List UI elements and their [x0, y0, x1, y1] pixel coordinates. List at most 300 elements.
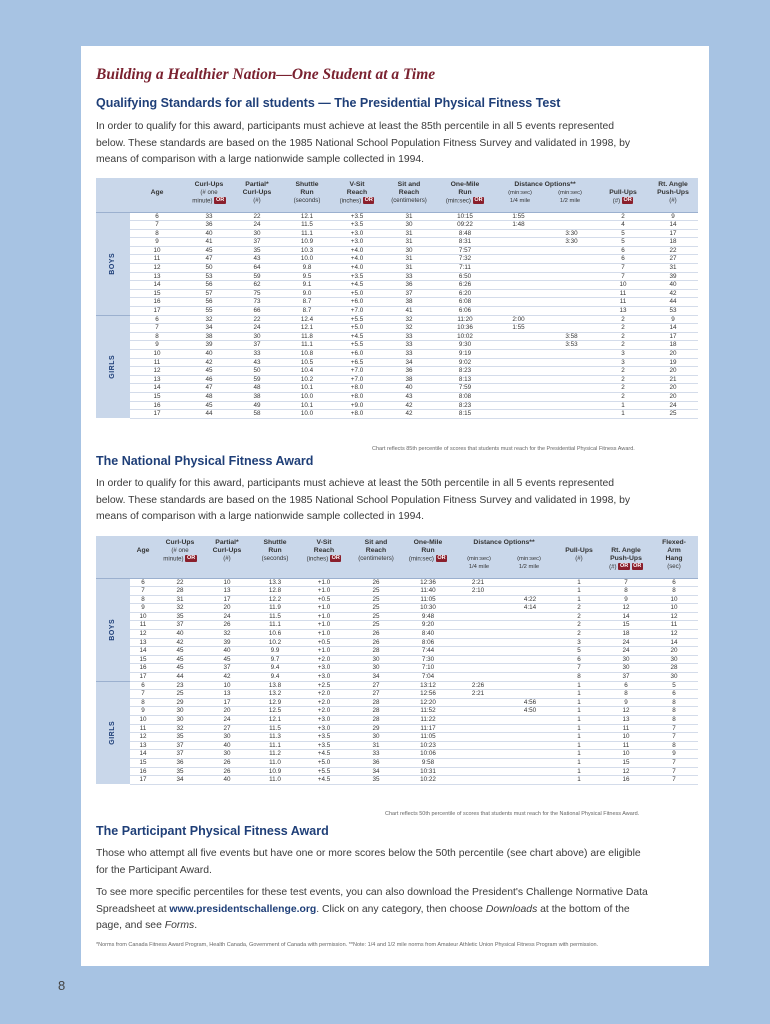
table-cell: 24 [234, 221, 280, 230]
table-cell: +5.5 [334, 315, 380, 324]
table-cell: 16 [602, 776, 650, 785]
table-cell: 40 [184, 350, 234, 359]
table-cell: 62 [234, 281, 280, 290]
table-cell: 12:36 [404, 578, 452, 587]
table-cell: 2 [556, 604, 602, 613]
table-cell: 9 [130, 604, 156, 613]
table-cell: 38 [184, 332, 234, 341]
table-cell: 16 [130, 664, 156, 673]
table-cell: 38 [380, 298, 438, 307]
table-cell: 11 [130, 621, 156, 630]
table-cell: 7 [130, 324, 184, 333]
table-row [96, 612, 698, 621]
page-footnote: *Norms from Canada Fitness Award Program, Health Canada, Government of Canada with permission. **Note: 1/4 and 1/2 mile norms from Amateur Athletic Union Physical Fitness Program with permission. [96, 942, 599, 948]
table-cell: 12 [130, 367, 184, 376]
table-cell: 30 [234, 229, 280, 238]
table-cell: 8 [556, 673, 602, 682]
body-line: Those who attempt all five events but have one or more scores below the 50th percentile (see chart above) are eligible [96, 848, 641, 859]
table-cell [504, 767, 556, 776]
table-row [96, 341, 698, 350]
table-cell: 34 [348, 673, 404, 682]
table-cell: 17 [130, 673, 156, 682]
table-cell: 1 [556, 690, 602, 699]
table-cell: 10:23 [404, 741, 452, 750]
table-cell: 6:20 [438, 289, 492, 298]
table-cell: 33 [380, 350, 438, 359]
table-cell: 35 [348, 776, 404, 785]
table-cell [545, 324, 598, 333]
table-cell: 3:53 [545, 341, 598, 350]
table-cell [452, 767, 504, 776]
table-cell: 10:36 [438, 324, 492, 333]
table-cell: 10 [130, 350, 184, 359]
table-cell: 31 [380, 212, 438, 221]
table-cell: +4.5 [334, 332, 380, 341]
table-cell: 9.9 [250, 647, 300, 656]
table-row [96, 246, 698, 255]
table-cell: 11 [598, 289, 648, 298]
table-cell: +1.0 [300, 612, 348, 621]
table-cell: 2 [598, 367, 648, 376]
table-cell: 45 [156, 655, 204, 664]
table-cell: 10 [204, 578, 250, 587]
table-cell: 9:02 [438, 358, 492, 367]
table-cell: 6 [650, 578, 698, 587]
table-cell: 34 [184, 324, 234, 333]
table-cell: 25 [648, 410, 698, 419]
table-cell: 40 [204, 741, 250, 750]
table-cell: 24 [602, 638, 650, 647]
table-cell: 7 [130, 587, 156, 596]
table-cell: 58 [234, 410, 280, 419]
table-cell: 6:08 [438, 298, 492, 307]
table-row [96, 638, 698, 647]
intro-line: In order to qualify for this award, participants must achieve at least the 50th percentile in all 5 events represented [96, 478, 615, 489]
table-cell: 32 [184, 315, 234, 324]
table-cell: 11.1 [280, 229, 334, 238]
table-cell: 10 [130, 246, 184, 255]
table-cell: 37 [234, 341, 280, 350]
table-cell: 21 [648, 375, 698, 384]
table-row [96, 655, 698, 664]
table-cell: 1 [598, 401, 648, 410]
table-cell: 45 [184, 401, 234, 410]
table-cell: 11:52 [404, 707, 452, 716]
group-label-cell [96, 578, 130, 681]
group-label-cell [96, 212, 130, 315]
table-cell: +8.0 [334, 410, 380, 419]
table-row [96, 673, 698, 682]
table-cell: 8:06 [404, 638, 452, 647]
table-cell [452, 716, 504, 725]
table-cell: 42 [184, 358, 234, 367]
table-cell [504, 690, 556, 699]
table-cell: 1 [556, 587, 602, 596]
table-cell [492, 384, 545, 393]
section2-heading: The National Physical Fitness Award [96, 454, 314, 468]
table-cell: 1 [556, 741, 602, 750]
table-cell [492, 307, 545, 316]
table-cell: 43 [234, 358, 280, 367]
table-cell [545, 367, 598, 376]
table-row [96, 289, 698, 298]
table-cell: 3 [598, 358, 648, 367]
table-cell: 10.8 [280, 350, 334, 359]
intro-line: means of comparison with a large nationwide sample collected in 1994. [96, 511, 425, 522]
table-cell: 12:20 [404, 698, 452, 707]
table-cell: 12.9 [250, 698, 300, 707]
table-cell [545, 246, 598, 255]
table-row [96, 358, 698, 367]
table-cell [452, 758, 504, 767]
table-cell: 5 [598, 238, 648, 247]
table-cell: 4:22 [504, 595, 556, 604]
table-cell: 66 [234, 307, 280, 316]
table-cell: 34 [380, 358, 438, 367]
table-cell: 37 [204, 664, 250, 673]
table-cell: 38 [234, 392, 280, 401]
table-cell: 10.9 [250, 767, 300, 776]
table-cell: 56 [184, 281, 234, 290]
table-cell: +6.0 [334, 350, 380, 359]
table-cell: +1.0 [300, 621, 348, 630]
table-cell: 12:56 [404, 690, 452, 699]
table-cell: 9:48 [404, 612, 452, 621]
table-cell: 10 [602, 750, 650, 759]
table-cell: 46 [184, 375, 234, 384]
table-cell: 41 [184, 238, 234, 247]
table-cell: 73 [234, 298, 280, 307]
table-cell: 15 [602, 621, 650, 630]
table-cell [452, 604, 504, 613]
table-cell [504, 612, 556, 621]
table-cell: +1.0 [300, 647, 348, 656]
table-cell: 13 [130, 272, 184, 281]
table-cell [492, 392, 545, 401]
group-label-cell [96, 681, 130, 784]
table-cell: 50 [184, 264, 234, 273]
table-cell: 18 [648, 341, 698, 350]
table-cell: 28 [348, 707, 404, 716]
table-cell: 7:59 [438, 384, 492, 393]
table-cell: 8 [130, 698, 156, 707]
table-cell: 8:31 [438, 238, 492, 247]
table-cell: +4.0 [334, 264, 380, 273]
table-cell: 31 [380, 229, 438, 238]
table-row [96, 647, 698, 656]
table-cell: 17 [130, 776, 156, 785]
table-cell: 9.0 [280, 289, 334, 298]
col-one-mile-run: One-Mile Run (min:sec) OR [404, 536, 452, 578]
table-cell: 6 [130, 578, 156, 587]
table-cell: 32 [380, 324, 438, 333]
table-cell: 14 [130, 750, 156, 759]
table-cell: 24 [204, 612, 250, 621]
section3-body [96, 846, 696, 935]
table-cell: 37 [156, 750, 204, 759]
table-cell: 7 [598, 272, 648, 281]
table-cell: 7:57 [438, 246, 492, 255]
table-cell: 56 [184, 298, 234, 307]
table-cell [452, 630, 504, 639]
table-cell: 53 [184, 272, 234, 281]
table-cell: 26 [348, 630, 404, 639]
table-cell: 11 [130, 255, 184, 264]
table-cell: 30 [204, 750, 250, 759]
col-distance-options: Distance Options** (min:sec) 1/4 mile(min:sec) 1/2 mile [452, 536, 556, 578]
table-cell: 8 [650, 716, 698, 725]
table-cell: 53 [648, 307, 698, 316]
table-row [96, 767, 698, 776]
table-cell [504, 776, 556, 785]
table-row [96, 716, 698, 725]
table-cell: 1 [556, 758, 602, 767]
table-cell: 12.1 [280, 324, 334, 333]
table-row [96, 724, 698, 733]
table-cell: 09:22 [438, 221, 492, 230]
table-cell: 7:44 [404, 647, 452, 656]
table-cell: 42 [648, 289, 698, 298]
table-cell: 43 [380, 392, 438, 401]
table-cell: 14 [130, 281, 184, 290]
table-cell: 10 [650, 604, 698, 613]
table-cell: 20 [204, 707, 250, 716]
table-cell: 20 [648, 350, 698, 359]
table-cell: 30 [156, 707, 204, 716]
table-row [96, 750, 698, 759]
table-cell: 3 [598, 350, 648, 359]
table-cell: 17 [648, 229, 698, 238]
table-cell [452, 638, 504, 647]
table-cell: 7 [602, 578, 650, 587]
table-cell: 8:48 [438, 229, 492, 238]
table-cell: 10.4 [280, 367, 334, 376]
table-cell: 11.8 [280, 332, 334, 341]
or-badge: OR [215, 197, 225, 203]
table-cell: 14 [130, 647, 156, 656]
table-cell: 20 [204, 604, 250, 613]
table-cell: 2:10 [452, 587, 504, 596]
table-cell: 14 [648, 221, 698, 230]
table-cell: 57 [184, 289, 234, 298]
table-cell: 10.1 [280, 384, 334, 393]
table-cell [492, 410, 545, 419]
table-cell: 11.1 [250, 621, 300, 630]
table-row [96, 698, 698, 707]
table-cell: 9:30 [438, 341, 492, 350]
table-cell: 10.3 [280, 246, 334, 255]
or-badge: OR [619, 563, 629, 569]
table-row [96, 690, 698, 699]
col-curlups: Curl-Ups (# one minute) OR [156, 536, 204, 578]
table-cell: 4:14 [504, 604, 556, 613]
presidential-standards-table [96, 178, 698, 419]
table-cell [545, 350, 598, 359]
table-cell [545, 307, 598, 316]
table-cell: 32 [204, 630, 250, 639]
table-cell [504, 750, 556, 759]
table-cell: 75 [234, 289, 280, 298]
table-cell: 7 [650, 733, 698, 742]
table-cell: 26 [204, 758, 250, 767]
table-cell: 14 [602, 612, 650, 621]
table-row [96, 392, 698, 401]
table-cell [504, 758, 556, 767]
table-cell: 9:58 [404, 758, 452, 767]
table-cell: 11:22 [404, 716, 452, 725]
table-cell: 1 [556, 707, 602, 716]
table-cell: +3.5 [334, 272, 380, 281]
group-label: GIRLS [109, 720, 117, 745]
col-one-mile-run: One-Mile Run (min:sec) OR [438, 178, 492, 212]
table-cell [452, 595, 504, 604]
website-link[interactable]: www.presidentschallenge.org [169, 903, 317, 915]
table-cell: 6 [130, 212, 184, 221]
table-cell: 16 [130, 401, 184, 410]
group-label: BOYS [109, 618, 117, 641]
table-cell: 15 [130, 289, 184, 298]
table-cell: +2.0 [300, 698, 348, 707]
table-cell: 11.5 [250, 724, 300, 733]
group-label: BOYS [109, 252, 117, 275]
table-row [96, 758, 698, 767]
table-cell: 43 [234, 255, 280, 264]
table-cell: 12 [602, 707, 650, 716]
table-cell: +2.0 [300, 655, 348, 664]
table-cell: 26 [204, 621, 250, 630]
table-cell: 25 [348, 587, 404, 596]
table-cell: 32 [380, 315, 438, 324]
table-cell: +4.5 [300, 750, 348, 759]
table-cell: 28 [348, 698, 404, 707]
table-cell: 9 [130, 707, 156, 716]
or-badge: OR [623, 197, 632, 203]
table-cell: 8 [650, 707, 698, 716]
table-cell [545, 298, 598, 307]
table-cell: 6:50 [438, 272, 492, 281]
national-standards-table [96, 536, 698, 785]
table-cell [545, 315, 598, 324]
table-cell: 27 [648, 255, 698, 264]
table-cell: +5.5 [334, 341, 380, 350]
table-cell: 12 [650, 612, 698, 621]
table-cell: 13:12 [404, 681, 452, 690]
table-cell: 12 [602, 767, 650, 776]
table-cell: 6:06 [438, 307, 492, 316]
table-cell: 11 [130, 724, 156, 733]
table-cell [545, 375, 598, 384]
table-cell: 2:00 [492, 315, 545, 324]
table-cell: 13 [598, 307, 648, 316]
table-cell: 29 [156, 698, 204, 707]
table-row [96, 229, 698, 238]
table-cell: 20 [648, 392, 698, 401]
table-cell: 8 [602, 587, 650, 596]
table-row [96, 681, 698, 690]
table-cell: 2 [556, 612, 602, 621]
table-cell: 36 [380, 367, 438, 376]
table-cell: 15 [130, 392, 184, 401]
table-cell: +4.5 [300, 776, 348, 785]
table-cell: 3:30 [545, 229, 598, 238]
table-cell: 2 [598, 332, 648, 341]
table-cell: 33 [348, 750, 404, 759]
table-cell: 12.1 [250, 716, 300, 725]
section3-heading: The Participant Physical Fitness Award [96, 824, 329, 838]
table-cell: 8.7 [280, 307, 334, 316]
table-row [96, 324, 698, 333]
table-row [96, 272, 698, 281]
table-cell: 10:22 [404, 776, 452, 785]
table-row [96, 578, 698, 587]
body-line: To see more specific percentiles for these test events, you can also download the President's Challenge Normative Data [96, 887, 648, 898]
table-cell: 28 [348, 647, 404, 656]
table-cell: 20 [648, 384, 698, 393]
table-cell: 42 [156, 638, 204, 647]
table-cell: 11:05 [404, 733, 452, 742]
table-cell: 11.1 [280, 341, 334, 350]
table-cell: 7 [650, 758, 698, 767]
table-cell: 47 [184, 255, 234, 264]
table-cell: 7 [130, 221, 184, 230]
table-cell: 7:10 [404, 664, 452, 673]
table-cell: +3.0 [300, 673, 348, 682]
table-cell: 11:20 [438, 315, 492, 324]
table-cell: 37 [156, 741, 204, 750]
table-row [96, 281, 698, 290]
table-cell: 11:40 [404, 587, 452, 596]
table-cell: 2 [598, 324, 648, 333]
col-sit-and-reach: Sit and Reach (centimeters) [380, 178, 438, 212]
col-pullups: Pull-Ups (#) OR [598, 178, 648, 212]
table-cell: 12 [130, 264, 184, 273]
table-cell: 6 [602, 681, 650, 690]
table-cell [452, 664, 504, 673]
table-cell: +8.0 [334, 392, 380, 401]
table-cell: 8:08 [438, 392, 492, 401]
table-cell: 11 [602, 724, 650, 733]
table-cell: 45 [156, 647, 204, 656]
table-cell: 30 [650, 655, 698, 664]
table-cell: +3.5 [300, 741, 348, 750]
table-cell: 31 [648, 264, 698, 273]
table-cell: 30 [380, 221, 438, 230]
table-cell [492, 401, 545, 410]
table-cell [492, 246, 545, 255]
table-cell [452, 733, 504, 742]
table-cell: 4 [598, 221, 648, 230]
table-cell: 3:30 [545, 238, 598, 247]
table-cell [545, 221, 598, 230]
table-cell: 9 [602, 698, 650, 707]
col-vsit-reach: V-Sit Reach (inches) OR [300, 536, 348, 578]
col-partial-curlups: Partial* Curl-Ups (#) [234, 178, 280, 212]
table-cell: 13.8 [250, 681, 300, 690]
table-cell: 8.7 [280, 298, 334, 307]
or-badge: OR [186, 555, 196, 561]
table-cell: 30 [602, 664, 650, 673]
table-cell: 18 [602, 630, 650, 639]
table-cell: 20 [648, 367, 698, 376]
table-cell [504, 621, 556, 630]
table-cell [545, 272, 598, 281]
table-cell [504, 733, 556, 742]
table-cell: +6.0 [334, 298, 380, 307]
table-cell: 2 [556, 621, 602, 630]
table-cell: 9 [130, 238, 184, 247]
table-row [96, 221, 698, 230]
table-cell: 48 [234, 384, 280, 393]
